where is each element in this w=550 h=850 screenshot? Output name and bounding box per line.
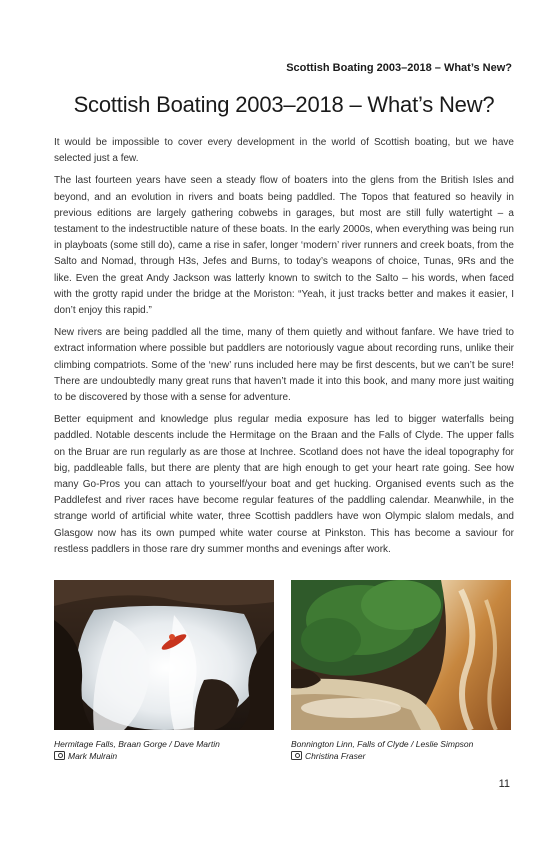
waterfall-photo-image (54, 580, 274, 730)
running-header: Scottish Boating 2003–2018 – What’s New? (286, 62, 512, 74)
paragraph: It would be impossible to cover every development in the world of Scottish boating, but we have selected just a few. (54, 137, 514, 165)
paragraph: The last fourteen years have seen a steady flow of boaters into the glens from the British Isles and beyond, and an evolution in rivers and boats being paddled. The Topos that featured so heavily in previous editions are largely gathering cobwebs in garages, but most are still fully watertight – a testament to the indestructible nature of these boats. In the early 2000s, when everything was being run in playboats (some still do), came a rise in safer, longer ‘modern’ river runners and creek boats, from the Salto and Nomad, through H3s, Jefes and Burns, to today’s weapons of choice, Tunas, 9Rs and the like. Even the great Andy Jackson was latterly known to switch to the Salto – his words, when faced with the grotty rapid under the bridge at the Moriston: “Yeah, it just tracks better and makes it easier, I don’t enjoy this rapid.” (54, 175, 514, 317)
article-body (54, 135, 514, 564)
photo-hermitage-falls (54, 580, 274, 730)
paragraph: New rivers are being paddled all the time, many of them quietly and without fanfare. We have tried to extract information where possible but paddlers are notoriously vague about recording runs, unlike their climbing compatriots. Some of the ‘new’ runs included here may be first descents, but we can’t be sure! There are undoubtedly many great runs that haven’t made it into this book, and many more just waiting to be discovered by those with a sense for adventure. (54, 327, 514, 404)
camera-icon (291, 751, 302, 760)
photo-credit (54, 750, 274, 762)
photographer-name: Christina Fraser (305, 751, 366, 761)
photo-credit (291, 750, 511, 762)
photo-bonnington-linn (291, 580, 511, 730)
caption-title: Bonnington Linn, Falls of Clyde / Leslie Simpson (291, 739, 474, 749)
page-title: Scottish Boating 2003–2018 – What’s New? (73, 92, 495, 117)
photographer-name: Mark Mulrain (68, 751, 118, 761)
camera-icon (54, 751, 65, 760)
page-number: 11 (498, 778, 510, 790)
photo-caption (54, 738, 274, 762)
paragraph: Better equipment and knowledge plus regular media exposure has led to bigger waterfalls being paddled. Notable descents include the Hermitage on the Braan and the Falls of Clyde. The upper falls on the Bruar are run regularly as are those at Inchree. Scotland does not have the ideal topography for big, paddleable falls, but there are plenty that are high enough to get your heart rate going. See how many Go-Pros you can attach to yourself/your boat and get hucking. Organised events such as the Paddlefest and river races have become regular features of the paddling calendar. Meanwhile, in the strange world of artificial white water, three Scottish paddlers have won Olympic slalom medals, and Glasgow now has its own pumped white water course at Pinkston. This has become a saviour for restless paddlers in those rare dry summer months and evenings after work. (54, 414, 514, 555)
photo-caption (291, 738, 511, 762)
waterfall-photo-image (291, 580, 511, 730)
caption-title: Hermitage Falls, Braan Gorge / Dave Martin (54, 739, 220, 749)
